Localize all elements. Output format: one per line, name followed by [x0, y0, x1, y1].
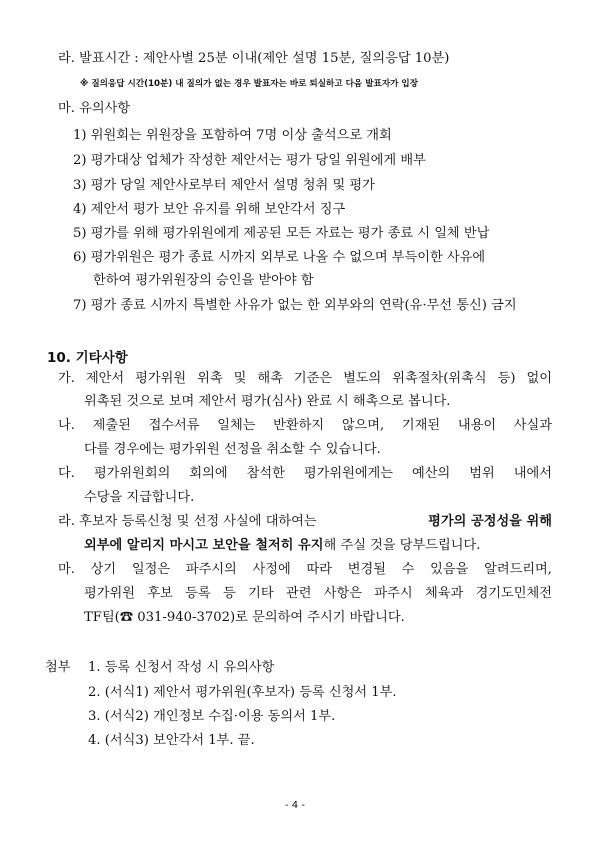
precaution-item: 4) 제안서 평가 보안 유지를 위해 보안각서 징구 — [73, 202, 346, 217]
item-ra-line1 — [58, 513, 552, 531]
presentation-time-line: 라. 발표시간 : 제안사별 25분 이내(제안 설명 15분, 질의응답 10분) — [58, 51, 450, 66]
precaution-item: 6) 평가위원은 평가 종료 시까지 외부로 나올 수 없으며 부득이한 사유에 — [73, 250, 486, 265]
item-ra-line2 — [84, 537, 480, 555]
item-ma-line1: 마. 상기 일정은 파주시의 사정에 따라 변경될 수 있음을 알려드리며, — [58, 562, 552, 577]
precaution-item: 2) 평가대상 업체가 작성한 제안서는 평가 당일 위원에게 배부 — [73, 153, 426, 168]
precaution-item: 5) 평가를 위해 평가위원에게 제공된 모든 자료는 평가 종료 시 일체 반납 — [73, 226, 490, 241]
item-ra-emphasis-2: 외부에 알리지 마시고 보안을 철저히 유지 — [84, 538, 324, 553]
attachment-item: 4. (서식3) 보안각서 1부. 끝. — [88, 733, 255, 748]
attachment-item: 2. (서식1) 제안서 평가위원(후보자) 등록 신청서 1부. — [88, 685, 397, 700]
item-ga-line2: 위촉된 것으로 보며 제안서 평가(심사) 완료 시 해촉으로 봅니다. — [84, 394, 451, 409]
precaution-item-cont: 한하여 평가위원장의 승인을 받아야 함 — [93, 273, 314, 288]
page-number: - 4 - — [285, 800, 305, 811]
item-na-line2: 다를 경우에는 평가위원 선정을 취소할 수 있습니다. — [84, 442, 381, 457]
item-ma-line3: TF팀(☎ 031-940-3702)로 문의하여 주시기 바랍니다. — [84, 610, 405, 625]
item-na-line1: 나. 제출된 접수서류 일체는 반환하지 않으며, 기재된 내용이 사실과 — [58, 418, 552, 433]
qa-note: ※ 질의응답 시간(10분) 내 질의가 없는 경우 발표자는 바로 퇴실하고 다음 발표자가 입장 — [80, 79, 419, 89]
precaution-item: 3) 평가 당일 제안사로부터 제안서 설명 청취 및 평가 — [73, 178, 375, 193]
precaution-item: 7) 평가 종료 시까지 특별한 사유가 없는 한 외부와의 연락(유·무선 통신) 금지 — [73, 298, 517, 313]
item-ra-emphasis: 평가의 공정성을 위해 — [428, 514, 552, 529]
precautions-heading: 마. 유의사항 — [58, 101, 131, 116]
attachments-label: 첨부 — [45, 660, 71, 675]
item-ra-text-2: 해 주실 것을 당부드립니다. — [323, 538, 481, 553]
section-10-title: 10. 기타사항 — [47, 350, 128, 366]
item-ga-line1: 가. 제안서 평가위원 위촉 및 해촉 기준은 별도의 위촉절차(위촉식 등) 없이 — [58, 371, 552, 386]
item-da-line1: 다. 평가위원회의 회의에 참석한 평가위원에게는 예산의 범위 내에서 — [58, 466, 552, 481]
attachment-item: 3. (서식2) 개인정보 수집·이용 동의서 1부. — [88, 709, 336, 724]
precaution-item: 1) 위원회는 위원장을 포함하여 7명 이상 출석으로 개회 — [73, 128, 392, 143]
item-da-line2: 수당을 지급합니다. — [84, 490, 195, 505]
attachment-item: 1. 등록 신청서 작성 시 유의사항 — [88, 660, 275, 675]
item-ra-text: 라. 후보자 등록신청 및 선정 사실에 대하여는 — [58, 514, 317, 529]
item-ma-line2: 평가위원 후보 등록 등 기타 관련 사항은 파주시 체육과 경기도민체전 — [84, 586, 552, 601]
